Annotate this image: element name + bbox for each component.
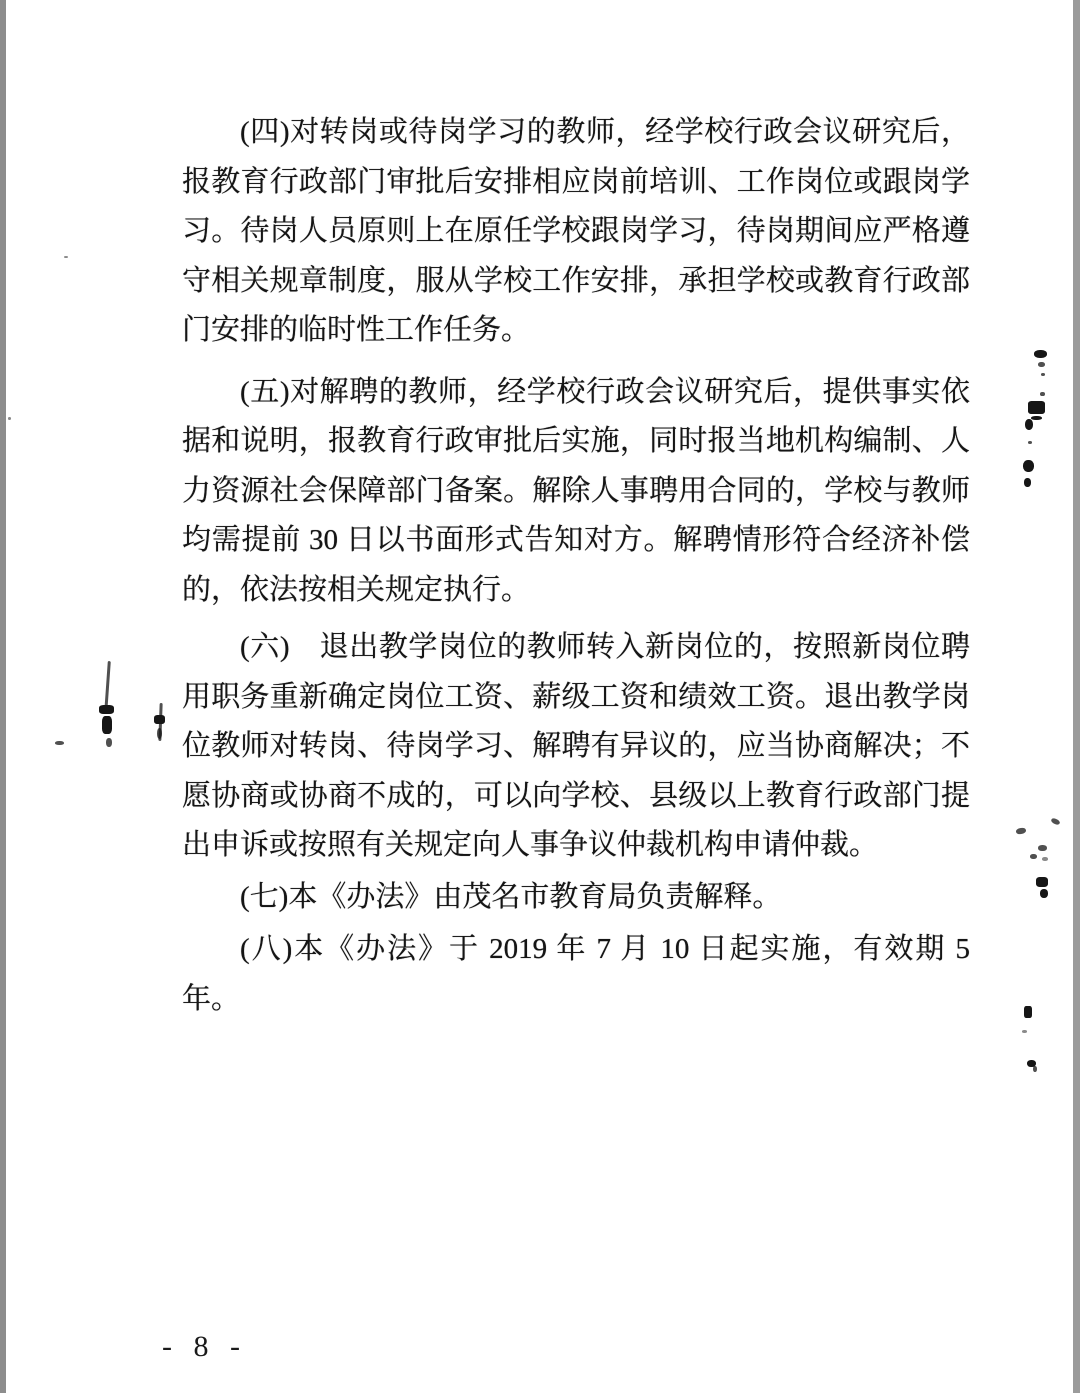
ink-smudge [1033,1066,1037,1072]
paragraph-item-8: (八)本《办法》于 2019 年 7 月 10 日起实施，有效期 5 年。 [182,933,970,1015]
ink-smudge [1030,854,1037,859]
ink-smudge [1023,460,1034,472]
ink-smudge [1028,441,1032,444]
ink-smudge [99,705,114,714]
ink-smudge [157,728,162,739]
ink-smudge [106,738,112,747]
ink-smudge [1016,827,1027,835]
ink-smudge [1040,889,1048,898]
scan-edge-bar-left [0,0,6,1393]
ink-smudge [1022,1030,1027,1033]
ink-smudge [1031,416,1042,420]
ink-smudge [1025,419,1033,430]
ink-smudge [1050,817,1060,825]
ink-smudge [1042,857,1048,861]
paragraph-item-7: (七)本《办法》由茂名市教育局负责解释。 [240,880,782,913]
ink-smudge [1024,478,1031,487]
ink-smudge [1028,401,1045,414]
ink-smudge [1040,392,1045,396]
ink-smudge [1036,877,1048,887]
ink-smudge [154,715,165,724]
ink-smudge [1041,373,1045,376]
ink-smudge [1038,845,1047,851]
page-number: - 8 - [162,1330,247,1363]
paragraph-item-4: (四)对转岗或待岗学习的教师，经学校行政会议研究后，报教育行政部门审批后安排相应岗前培训、工作岗位或跟岗学习。待岗人员原则上在原任学校跟岗学习，待岗期间应严格遵守相关规章制度，服从学校工作安排，承担学校或教育行政部门安排的临时性工作任务。 [182,116,970,346]
scan-edge-bar-right [1073,0,1080,1393]
ink-smudge [55,741,64,745]
paragraph-item-5: (五)对解聘的教师，经学校行政会议研究后，提供事实依据和说明，报教育行政审批后实施，同时报当地机构编制、人力资源社会保障部门备案。解除人事聘用合同的，学校与教师均需提前 30 日以书面形式告知对方。解聘情形符合经济补偿的，依法按相关规定执行。 [182,375,970,606]
ink-smudge [102,716,112,734]
ink-smudge [1024,1006,1032,1018]
ink-smudge [64,256,68,258]
ink-smudge [1038,362,1045,367]
ink-smudge [1034,350,1047,358]
ink-smudge [8,417,11,420]
paragraph-item-6: (六) 退出教学岗位的教师转入新岗位的，按照新岗位聘用职务重新确定岗位工资、薪级工资和绩效工资。退出教学岗位教师对转岗、待岗学习、解聘有异议的，应当协商解决；不愿协商或协商不成的，可以向学校、县级以上教育行政部门提出申诉或按照有关规定向人事争议仲裁机构申请仲裁。 [182,631,970,861]
document-body [182,108,970,1024]
